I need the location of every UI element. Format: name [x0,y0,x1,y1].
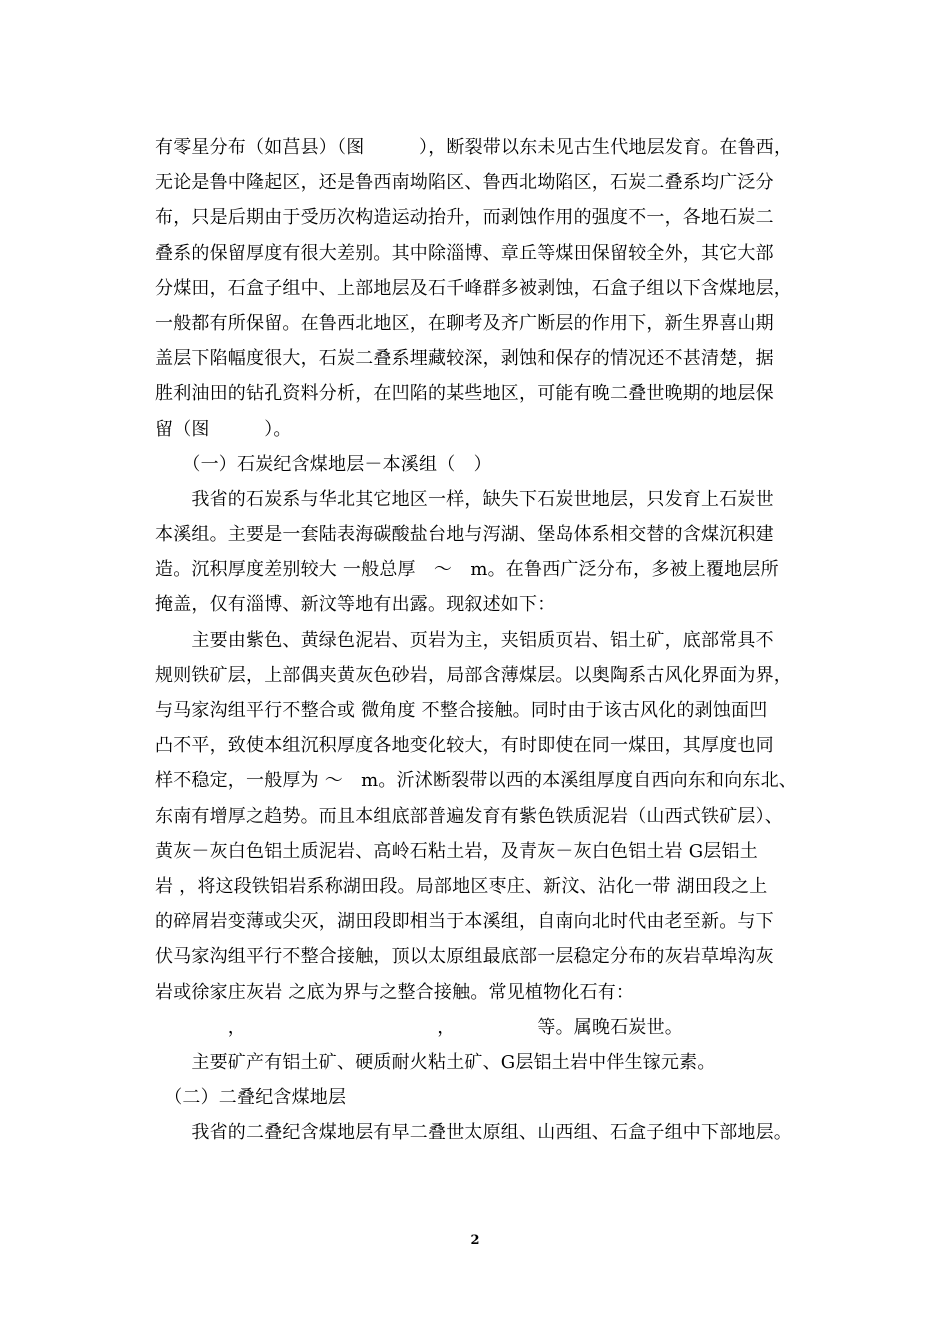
text-line: 叠系的保留厚度有很大差别。其中除淄博、章丘等煤田保留较全外，其它大部 [155,242,774,264]
text-line: 掩盖，仅有淄博、新汶等地有出露。现叙述如下： [155,594,556,616]
text-line: 的碎屑岩变薄或尖灭，湖田段即相当于本溪组，自南向北时代由老至新。与下 [155,911,774,933]
text-line: 岩或徐家庄灰岩 之底为界与之整合接触。常见植物化石有： [155,981,635,1003]
text-line: ， ， 等。属晚石炭世。 [155,1016,683,1038]
text-line: 主要矿产有铝土矿、硬质耐火粘土矿、G层铝土岩中伴生镓元素。 [155,1051,716,1073]
text-line: 无论是鲁中隆起区，还是鲁西南坳陷区、鲁西北坳陷区，石炭二叠系均广泛分 [155,172,774,194]
text-line: 本溪组。主要是一套陆表海碳酸盐台地与泻湖、堡岛体系相交替的含煤沉积建 [155,524,774,546]
text-line: 留（图 ）。 [155,418,292,440]
text-line: 盖层下陷幅度很大，石炭二叠系埋藏较深，剥蚀和保存的情况还不甚清楚，据 [155,348,774,370]
text-line: 分煤田，石盒子组中、上部地层及石千峰群多被剥蚀，石盒子组以下含煤地层， [155,277,792,299]
text-line: 伏马家沟组平行不整合接触，顶以太原组最底部一层稳定分布的灰岩草埠沟灰 [155,946,774,968]
text-line: 东南有增厚之趋势。而且本组底部普遍发育有紫色铁质泥岩（山西式铁矿层）、 [155,805,783,827]
text-line: 有零星分布（如莒县）（图 ），断裂带以东未见古生代地层发育。在鲁西， [155,137,793,158]
text-line: 凸不平，致使本组沉积厚度各地变化较大，有时即使在同一煤田，其厚度也同 [155,735,774,757]
text-line: 胜利油田的钻孔资料分析，在凹陷的某些地区，可能有晚二叠世晚期的地层保 [155,383,774,405]
section-heading: （二）二叠纪含煤地层 [155,1087,347,1109]
page-number: 2 [470,1233,480,1248]
text-line: 布，只是后期由于受历次构造运动抬升，而剥蚀作用的强度不一，各地石炭二 [155,207,774,229]
text-line: 我省的石炭系与华北其它地区一样，缺失下石炭世地层，只发育上石炭世 [155,488,774,510]
section-heading: （一）石炭纪含煤地层－本溪组（ ） [155,453,492,475]
text-line: 造。沉积厚度差别较大 一般总厚 ～ m。在鲁西广泛分布，多被上覆地层所 [155,559,779,581]
text-line: 样不稳定，一般厚为 ～ m。沂沭断裂带以西的本溪组厚度自西向东和向东北、 [155,770,797,792]
text-line: 黄灰－灰白色铝土质泥岩、高岭石粘土岩，及青灰－灰白色铝土岩 G层铝土 [155,840,758,862]
body-text [155,130,815,1150]
text-line: 规则铁矿层，上部偶夹黄灰色砂岩，局部含薄煤层。以奥陶系古风化界面为界， [155,664,792,686]
text-line: 一般都有所保留。在鲁西北地区，在聊考及齐广断层的作用下，新生界喜山期 [155,312,774,334]
text-line: 我省的二叠纪含煤地层有早二叠世太原组、山西组、石盒子组中下部地层。 [155,1122,792,1144]
text-line: 与马家沟组平行不整合或 微角度 不整合接触。同时由于该古风化的剥蚀面凹 [155,700,768,721]
text-line: 主要由紫色、黄绿色泥岩、页岩为主，夹铝质页岩、铝土矿，底部常具不 [155,629,774,651]
text-line: 岩 ，将这段铁铝岩系称湖田段。局部地区枣庄、新汶、沾化一带 湖田段之上 [155,875,768,897]
